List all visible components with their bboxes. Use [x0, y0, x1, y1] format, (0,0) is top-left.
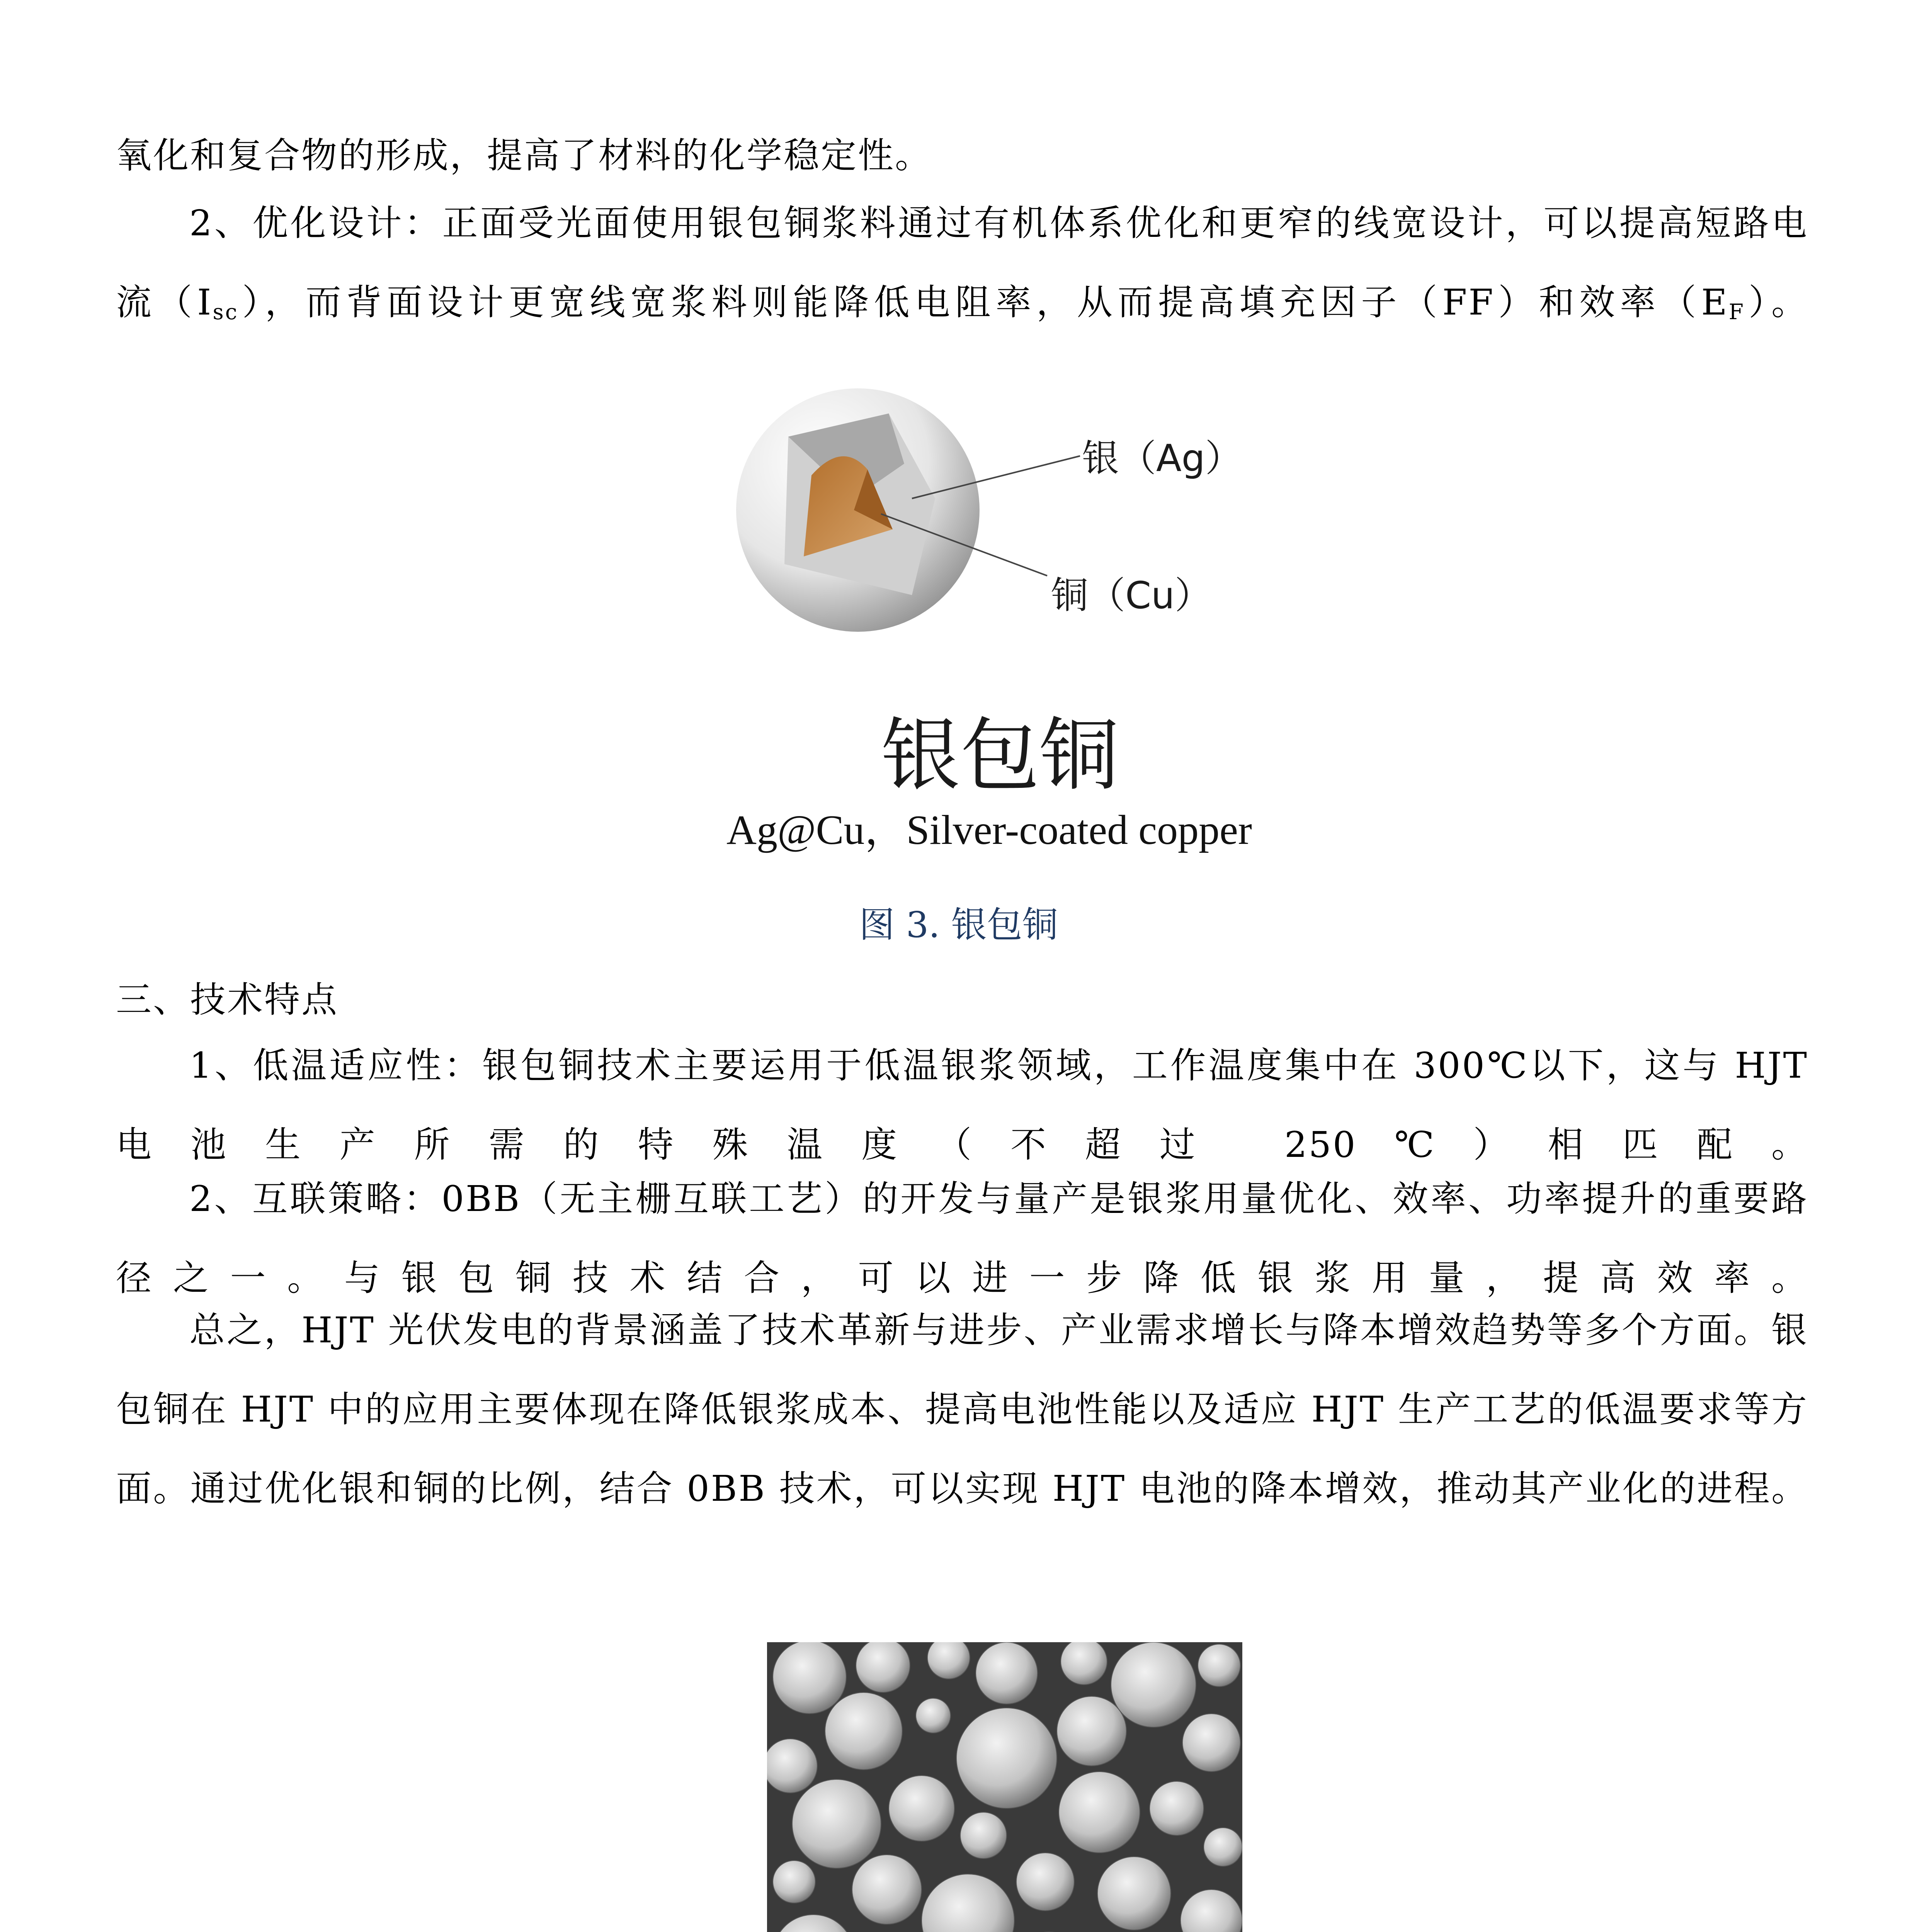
paragraph-low-temp: 1、低温适应性：银包铜技术主要运用于低温银浆领域，工作温度集中在 300℃以下，这与 HJT 电池生产所需的特殊温度（不超过 250℃）相匹配。: [116, 1045, 1808, 1165]
paragraph-optimization: [116, 184, 1808, 342]
p2-text-a: 2、优化设计：正面受光面使用银包铜浆料通过有机体系优化和更窄的线宽设计，可以提高短路电流（I: [116, 202, 1808, 323]
label-silver: 银（Ag）: [1082, 437, 1242, 480]
label-copper: 铜（Cu）: [1051, 574, 1212, 617]
sem-micrograph: [767, 1642, 1242, 1932]
p2-subscript-f: F: [1728, 299, 1745, 324]
p2-text-b: ），而背面设计更宽线宽浆料则能降低电阻率，从而提高填充因子（FF）和效率（E: [238, 282, 1729, 323]
figure3-subtitle: Ag@Cu，Silver-coated copper: [726, 807, 1252, 853]
section-heading-features: 三、技术特点: [116, 979, 339, 1020]
paragraph-summary: 总之，HJT 光伏发电的背景涵盖了技术革新与进步、产业需求增长与降本增效趋势等多个方面。银包铜在 HJT 中的应用主要体现在降低银浆成本、提高电池性能以及适应 HJT 生产工艺的低温要求等方面。通过优化银和铜的比例，结合 0BB 技术，可以实现 HJT 电池的降本增效，推动其产业化的进程。: [116, 1310, 1808, 1509]
p2-text-c: ）。: [1745, 282, 1809, 323]
paragraph-interconnect: 2、互联策略：0BB（无主栅互联工艺）的开发与量产是银浆用量优化、效率、功率提升的重要路径之一。与银包铜技术结合，可以进一步降低银浆用量，提高效率。: [116, 1178, 1808, 1299]
figure3-caption: 图 3. 银包铜: [859, 904, 1058, 946]
figure3-title: 银包铜: [881, 710, 1119, 802]
paragraph-oxidation: 氧化和复合物的形成，提高了材料的化学稳定性。: [116, 135, 932, 176]
p2-subscript-sc: sc: [213, 299, 239, 324]
